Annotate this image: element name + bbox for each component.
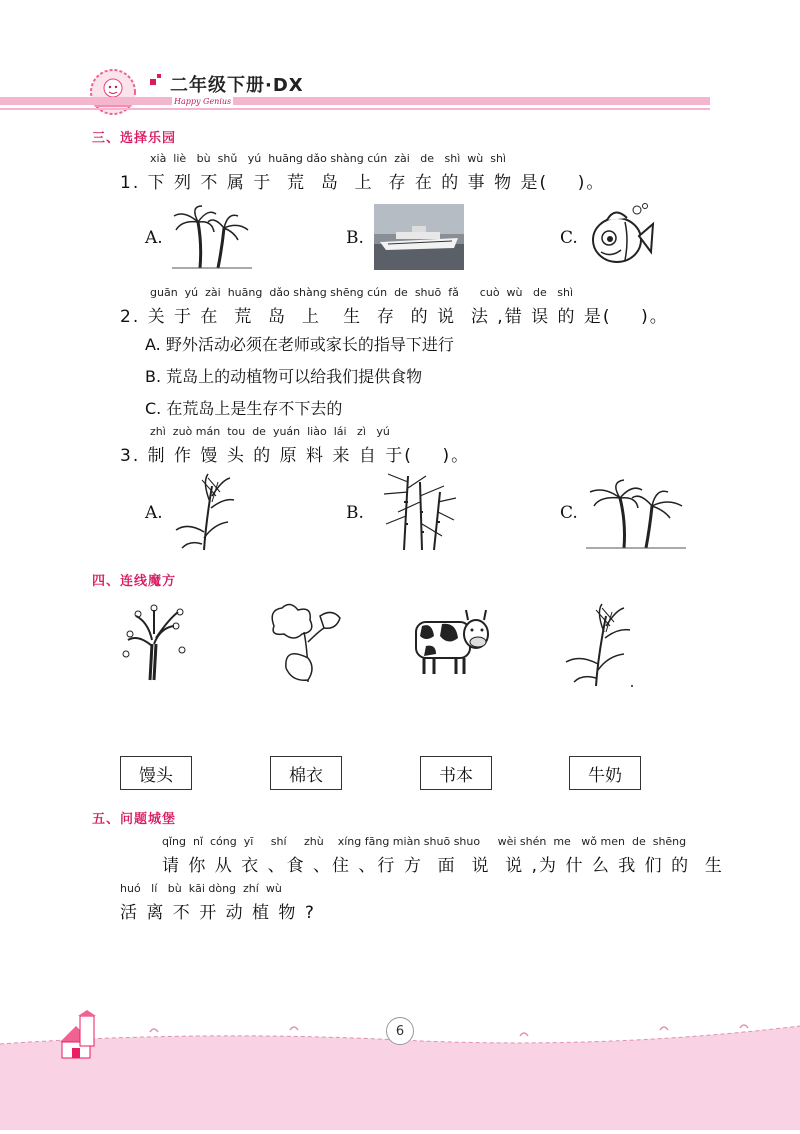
q2-option-a[interactable]: A. 野外活动必须在老师或家长的指导下进行 [145, 335, 454, 354]
page-title: 二年级下册·DX [170, 75, 304, 96]
palm-tree-image-2 [586, 478, 686, 554]
header-bar-line [0, 108, 710, 110]
q2-option-b[interactable]: B. 荒岛上的动植物可以给我们提供食物 [145, 367, 423, 386]
q3-pinyin: zhì zuò mán tou de yuán liào lái zì yú [150, 425, 390, 438]
q3-option-c-label[interactable]: C. [560, 503, 578, 523]
title-bullet-small-icon [157, 74, 161, 78]
bamboo-image [374, 472, 458, 556]
header-subtitle: Happy Genius [174, 97, 232, 106]
word-box-cotton-coat[interactable]: 棉衣 [270, 756, 342, 790]
clownfish-image [585, 202, 655, 276]
palm-tree-image [172, 204, 252, 274]
q1-pinyin: xià liè bù shǔ yú huāng dǎo shàng cún zài de shì wù shì [150, 152, 506, 165]
title-bullet-icon [150, 79, 156, 85]
q3-option-a-label[interactable]: A. [145, 503, 163, 523]
q2-option-c[interactable]: C. 在荒岛上是生存不下去的 [145, 399, 343, 418]
cotton-plant-image[interactable] [264, 602, 344, 688]
q5-pinyin-line1: qǐng nǐ cóng yī shí zhù xíng fāng miàn shuō shuo wèi shén me wǒ men de shēng [162, 835, 687, 848]
q1-text: 1. 下 列 不 属 于 荒 岛 上 存 在 的 事 物 是( )。 [120, 173, 606, 193]
q2-pinyin: guān yú zài huāng dǎo shàng shēng cún de shuō fǎ cuò wù de shì [150, 286, 574, 299]
q1-option-c-label[interactable]: C. [560, 228, 578, 248]
section-heading-matching: 四、连线魔方 [92, 574, 177, 589]
q5-text-line1: 请 你 从 衣 、食 、住 、行 方 面 说 说 ,为 什 么 我 们 的 生 [162, 856, 724, 876]
section-heading-question: 五、问题城堡 [92, 812, 177, 827]
wheat-image [172, 472, 238, 556]
word-box-mantou[interactable]: 馒头 [120, 756, 192, 790]
cow-image[interactable] [412, 608, 492, 682]
cruise-ship-image [374, 204, 464, 274]
q2-text: 2. 关 于 在 荒 岛 上 生 存 的 说 法 ,错 误 的 是( )。 [120, 307, 669, 327]
q1-option-b-label[interactable]: B. [346, 228, 364, 248]
header-bar [0, 97, 710, 105]
page-number: 6 [386, 1017, 414, 1045]
q5-text-line2: 活 离 不 开 动 植 物 ? [120, 903, 316, 923]
word-box-milk[interactable]: 牛奶 [569, 756, 641, 790]
q5-pinyin-line2: huó lí bù kāi dòng zhí wù [120, 882, 282, 895]
q3-option-b-label[interactable]: B. [346, 503, 364, 523]
word-box-book[interactable]: 书本 [420, 756, 492, 790]
wheat-image-2[interactable] [562, 602, 636, 692]
tree-image[interactable] [118, 604, 188, 686]
q3-text: 3. 制 作 馒 头 的 原 料 来 自 于( )。 [120, 446, 471, 466]
section-heading-choice: 三、选择乐园 [92, 131, 177, 146]
q1-option-a-label[interactable]: A. [145, 228, 163, 248]
